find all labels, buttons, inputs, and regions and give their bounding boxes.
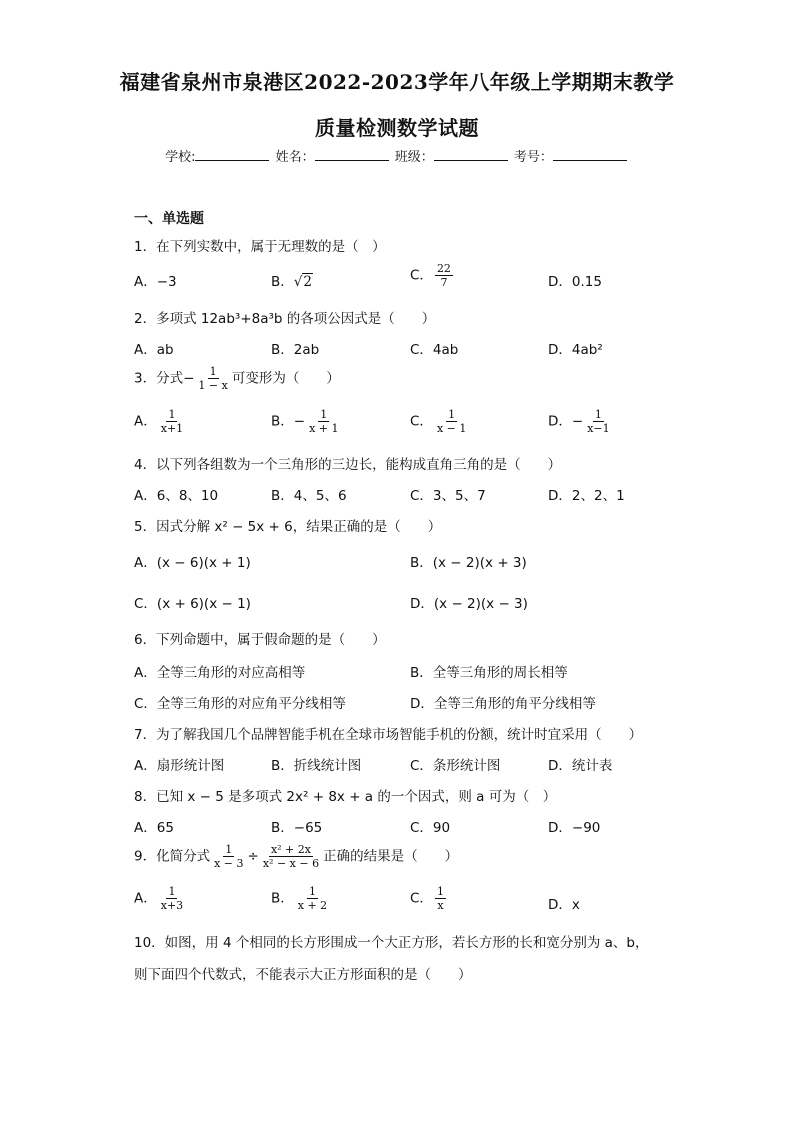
q3-a-fraction (159, 408, 185, 435)
q2-option-c[interactable]: C．4ab (410, 342, 459, 358)
q3-d-label: D．− (548, 413, 584, 430)
question-9 (134, 843, 458, 870)
q9-option-c[interactable] (410, 885, 448, 912)
q3-b-den: x + 1 (309, 422, 339, 435)
q9-f1-num: 1 (225, 843, 233, 856)
q9-fraction-2 (261, 843, 321, 870)
q6-option-c[interactable]: C．全等三角形的对应角平分线相等 (134, 696, 346, 712)
q1-option-c[interactable] (410, 262, 455, 289)
q1-option-b[interactable] (271, 270, 313, 290)
q9-suffix: 正确的结果是（ ） (323, 848, 459, 865)
q3-c-num: 1 (448, 408, 456, 421)
q9-c-fraction (435, 885, 446, 912)
q3-option-a[interactable] (134, 408, 187, 435)
q3-numerator: 1 (209, 365, 217, 378)
q2-option-d[interactable]: D．4ab² (548, 342, 603, 358)
q3-d-fraction (585, 408, 611, 435)
name-field[interactable] (315, 148, 389, 161)
q9-b-den: x + 2 (297, 899, 328, 912)
q7-option-b[interactable]: B．折线统计图 (271, 758, 362, 774)
q1-option-c-fraction (435, 262, 453, 289)
q9-f1-den: x − 3 (214, 857, 244, 870)
question-8: 8．已知 x − 5 是多项式 2x² + 8x + a 的一个因式，则 a 可为（ ） (134, 789, 557, 805)
sqrt-symbol: √2 (293, 274, 312, 290)
q9-c-label: C． (410, 890, 433, 907)
q1-c-denominator: 7 (440, 276, 448, 289)
q3-fraction (196, 365, 229, 392)
class-field[interactable] (434, 148, 508, 161)
q3-c-fraction (435, 408, 468, 435)
q9-c-num: 1 (436, 885, 444, 898)
q3-option-b[interactable] (271, 408, 343, 435)
school-field[interactable] (195, 148, 269, 161)
q3-prefix: 3．分式− (134, 370, 195, 387)
q3-a-num: 1 (168, 408, 176, 421)
q9-a-fraction (159, 885, 185, 912)
q5-option-b[interactable]: B．(x − 2)(x + 3) (410, 555, 527, 571)
q9-option-d[interactable]: D．x (548, 897, 580, 913)
q8-option-a[interactable]: A．65 (134, 820, 174, 836)
q8-option-c[interactable]: C．90 (410, 820, 451, 836)
name-label: 姓名： (275, 150, 315, 165)
q1-c-numerator: 22 (436, 262, 451, 275)
question-2: 2．多项式 12ab³+8a³b 的各项公因式是（ ） (134, 311, 436, 327)
q3-c-den: x − 1 (436, 422, 467, 435)
q3-option-d[interactable] (548, 408, 614, 435)
q3-denominator: 1 − x (198, 379, 228, 392)
q6-option-b[interactable]: B．全等三角形的周长相等 (410, 665, 568, 681)
exam-title-line2: 质量检测数学试题 (315, 116, 479, 140)
q1-option-c-label: C． (410, 267, 433, 284)
q3-b-label: B．− (271, 413, 306, 430)
id-field[interactable] (553, 148, 627, 161)
q9-b-label: B． (271, 890, 294, 907)
q7-option-d[interactable]: D．统计表 (548, 758, 613, 774)
q5-option-a[interactable]: A．(x − 6)(x + 1) (134, 555, 251, 571)
question-10-line1: 10．如图，用 4 个相同的长方形围成一个大正方形，若长方形的长和宽分别为 a、b， (134, 935, 649, 951)
q9-option-b[interactable] (271, 885, 331, 912)
q3-d-num: 1 (594, 408, 602, 421)
class-label: 班级： (394, 150, 434, 165)
q3-a-den: x+1 (160, 422, 184, 435)
q9-a-den: x+3 (160, 899, 184, 912)
q7-option-a[interactable]: A．扇形统计图 (134, 758, 225, 774)
question-5: 5．因式分解 x² − 5x + 6，结果正确的是（ ） (134, 519, 442, 535)
q3-c-label: C． (410, 413, 433, 430)
q9-b-num: 1 (308, 885, 316, 898)
q9-c-den: x (437, 899, 444, 912)
q8-option-b[interactable]: B．−65 (271, 820, 323, 836)
q3-d-den: x−1 (587, 422, 610, 435)
q5-option-c[interactable]: C．(x + 6)(x − 1) (134, 596, 251, 612)
question-7: 7．为了解我国几个品牌智能手机在全球市场智能手机的份额，统计时宜采用（ ） (134, 727, 643, 743)
q9-option-a[interactable] (134, 885, 187, 912)
question-4: 4．以下列各组数为一个三角形的三边长，能构成直角三角的是（ ） (134, 457, 562, 473)
q8-option-d[interactable]: D．−90 (548, 820, 601, 836)
q2-option-a[interactable]: A．ab (134, 342, 174, 358)
q3-b-fraction (307, 408, 340, 435)
q4-option-a[interactable]: A．6、8、10 (134, 488, 219, 504)
question-1: 1．在下列实数中，属于无理数的是（ ） (134, 239, 386, 255)
q5-option-d[interactable]: D．(x − 2)(x − 3) (410, 596, 528, 612)
q9-prefix: 9．化简分式 (134, 848, 211, 865)
school-label: 学校: (165, 150, 196, 165)
q9-f2-num: x² + 2x (270, 843, 311, 856)
exam-title-line1: 福建省泉州市泉港区2022-2023学年八年级上学期期末教学 (119, 70, 675, 94)
q9-fraction-1 (212, 843, 245, 870)
q9-a-label: A． (134, 890, 157, 907)
q9-b-fraction (296, 885, 329, 912)
q1-option-b-radicand: 2 (303, 274, 312, 290)
q1-option-a[interactable]: A．−3 (134, 274, 177, 290)
q4-option-c[interactable]: C．3、5、7 (410, 488, 486, 504)
q3-suffix: 可变形为（ ） (231, 370, 340, 387)
section-title: 一、单选题 (134, 211, 204, 227)
q3-option-c[interactable] (410, 408, 470, 435)
question-10-line2: 则下面四个代数式，不能表示大正方形面积的是（ ） (134, 967, 472, 983)
q7-option-c[interactable]: C．条形统计图 (410, 758, 501, 774)
q3-b-num: 1 (320, 408, 328, 421)
q6-option-a[interactable]: A．全等三角形的对应高相等 (134, 665, 306, 681)
q9-f2-den: x² − x − 6 (262, 857, 320, 870)
q1-option-d[interactable]: D．0.15 (548, 274, 602, 290)
student-info-row (0, 146, 794, 165)
q4-option-b[interactable]: B．4、5、6 (271, 488, 347, 504)
id-label: 考号： (513, 150, 553, 165)
q6-option-d[interactable]: D．全等三角形的角平分线相等 (410, 696, 596, 712)
q4-option-d[interactable]: D．2、2、1 (548, 488, 625, 504)
divide-symbol: ÷ (247, 848, 259, 865)
q9-a-num: 1 (168, 885, 176, 898)
q1-option-b-label: B． (271, 274, 294, 290)
q2-option-b[interactable]: B．2ab (271, 342, 320, 358)
question-3 (134, 365, 340, 392)
q3-a-label: A． (134, 413, 157, 430)
question-6: 6．下列命题中，属于假命题的是（ ） (134, 632, 386, 648)
